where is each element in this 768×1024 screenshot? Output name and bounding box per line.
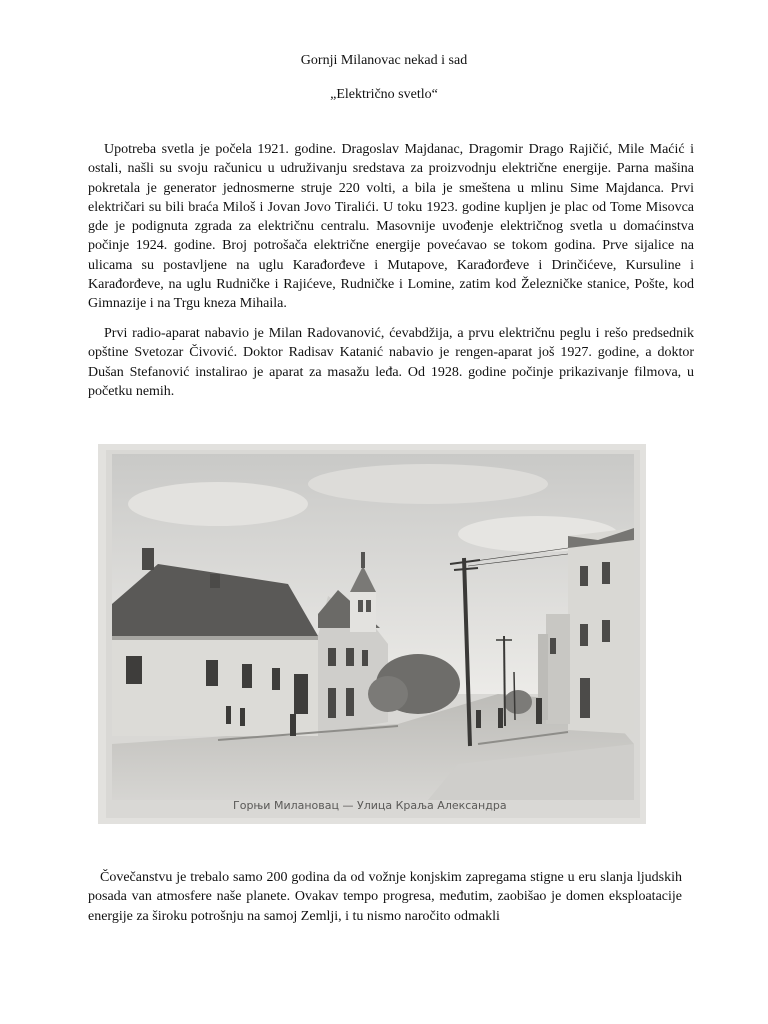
page-subtitle: „Električno svetlo“: [330, 87, 438, 102]
historic-street-photo: [98, 444, 646, 824]
paragraph: Prvi radio-aparat nabavio je Milan Radovanović, ćevabdžija, a prvu električnu peglu i rešo predsednik opštine Svetozar Čivović. Doktor Radisav Katanić nabavio je rengen-aparat još 1927. godine, a doktor Dušan Stefanović instalirao je aparat za masažu leđa. Od 1928. godine počinje prikazivanje filmova, u početku nemih.: [88, 326, 694, 399]
photo-caption: Горњи Милановац — Улица Краља Александра: [233, 799, 507, 812]
page-title: Gornji Milanovac nekad i sad: [300, 53, 468, 68]
paragraph: Upotreba svetla je počela 1921. godine. Dragoslav Majdanac, Dragomir Drago Rajičić, Mile Maćić i ostali, našli su svoju računicu u udruživanju sredstava za proizvodnju električne energije. Parna mašina pokretala je generator jednosmerne struje 220 volti, a bila je smeštena u mlinu Sime Majdanca. Prvi električari su bili braća Miloš i Jovan Jovo Tiralići. U toku 1923. godine kupljen je plac od Tome Misovca gde je podignuta zgrada za električnu centralu. Masovnije uvođenje električnog svetla u domaćinstva počinje 1924. godine. Broj potrošača električne energije povećavao se tokom godina. Prve sijalice na ulicama su postavljene na uglu Karađorđeve i Mutapove, Karađorđeve i Drinčićeve, Kursuline i Karađorđeve, na uglu Rudničke i Rajićeve, Rudničke i Lomine, zatim kod Železničke stanice, Pošte, kod Gimnazije i na Trgu kneza Mihaila.: [88, 142, 694, 312]
paragraph: Čovečanstvu je trebalo samo 200 godina da od vožnje konjskim zapregama stigne u eru slanja ljudskih posada van atmosfere naše planete. Ovakav tempo progresa, međutim, zaobišao je domen eksploatacije energije za široku potrošnju na samoj Zemlji, i tu nismo naročito odmakli: [88, 870, 682, 924]
